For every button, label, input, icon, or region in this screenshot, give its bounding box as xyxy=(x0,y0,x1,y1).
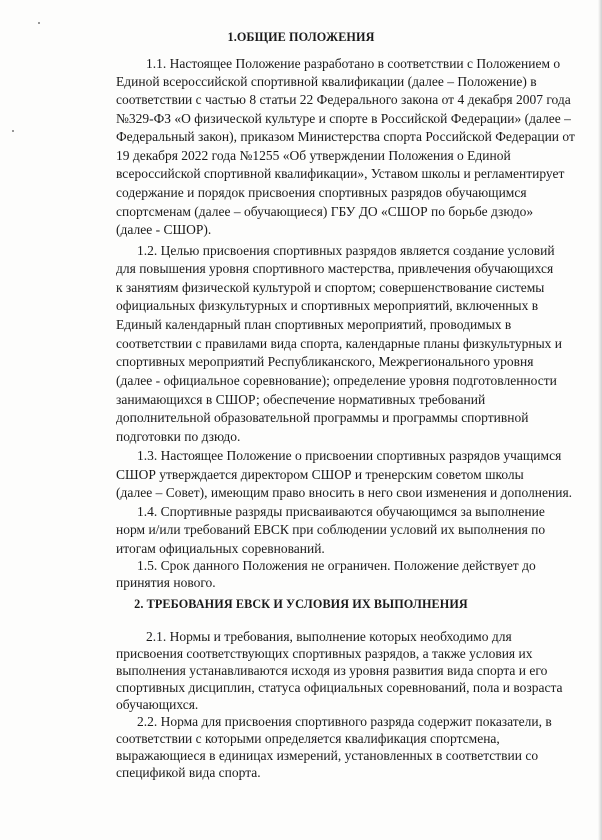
paragraph-line: Единый календарный план спортивных мероприятий, проводимых в xyxy=(116,317,512,332)
paragraph-line: Единой всероссийской спортивной квалификации (далее – Положение) в xyxy=(116,74,537,89)
paragraph-line: выражающиеся в единицах измерений, установленных в соответствии со xyxy=(116,748,539,763)
paragraph-line: СШОР утверждается директором СШОР и тренерским советом школы xyxy=(116,467,524,482)
paragraph-line: подготовки по дзюдо. xyxy=(116,429,241,444)
paragraph-line: спецификой вида спорта. xyxy=(116,765,261,780)
scan-speck xyxy=(12,130,14,132)
paragraph-line: содержание и порядок присвоения спортивных разрядов обучающимся xyxy=(116,185,527,200)
section-1-title: 1.ОБЩИЕ ПОЛОЖЕНИЯ xyxy=(227,30,375,44)
paragraph-line: спортсменам (далее – обучающиеся) ГБУ ДО «СШОР по борьбе дзюдо» xyxy=(116,204,534,219)
paragraph-line: спортивных дисциплин, статуса официальных соревнований, пола и возраста xyxy=(116,680,563,695)
paragraph-line: спортивных мероприятий Республиканского, Межрегионального уровня xyxy=(116,354,534,369)
paragraph-line: 1.2. Целью присвоения спортивных разрядов является создание условий xyxy=(137,243,555,258)
paragraph-line: Федеральный закон), приказом Министерства спорта Российской Федерации от xyxy=(116,129,575,144)
paragraph-line: №329-ФЗ «О физической культуре и спорте в Российской Федерации» (далее – xyxy=(116,111,571,126)
paragraph-line: соответствии с правилами вида спорта, календарные планы физкультурных и xyxy=(116,336,563,351)
scan-edge-shadow xyxy=(598,0,602,840)
paragraph-line: для повышения уровня спортивного мастерства, привлечения обучающихся xyxy=(116,261,554,276)
paragraph-line: (далее - официальное соревнование); определение уровня подготовленности xyxy=(116,373,557,388)
paragraph-line: официальных физкультурных и спортивных мероприятий, включенных в xyxy=(116,298,539,313)
paragraph-line: 1.1. Настоящее Положение разработано в соответствии с Положением о xyxy=(146,56,561,71)
paragraph-line: соответствии с которыми определяется квалификация спортсмена, xyxy=(116,731,500,746)
paragraph-line: норм и/или требований ЕВСК при соблюдении условий их выполнения по xyxy=(116,522,546,537)
paragraph-line: 2.2. Норма для присвоения спортивного разряда содержит показатели, в xyxy=(137,714,552,729)
paragraph-line: (далее – Совет), имеющим право вносить в него свои изменения и дополнения. xyxy=(116,485,573,500)
paragraph-line: 19 декабря 2022 года №1255 «Об утверждении Положения о Единой xyxy=(116,148,511,163)
paragraph-line: всероссийской спортивной квалификации», Уставом школы и регламентирует xyxy=(116,166,565,181)
paragraph-line: 2.1. Нормы и требования, выполнение которых необходимо для xyxy=(146,629,512,644)
paragraph-line: соответствии с частью 8 статьи 22 Федерального закона от 4 декабря 2007 года xyxy=(116,92,571,107)
paragraph-line: дополнительной образовательной программы и программы спортивной xyxy=(116,410,529,425)
paragraph-line: принятия нового. xyxy=(116,575,216,590)
section-2-title: 2. ТРЕБОВАНИЯ ЕВСК И УСЛОВИЯ ИХ ВЫПОЛНЕНИЯ xyxy=(134,597,468,611)
paragraph-line: обучающихся. xyxy=(116,697,199,712)
paragraph-line: 1.5. Срок данного Положения не ограничен. Положение действует до xyxy=(137,558,536,573)
paragraph-line: 1.4. Спортивные разряды присваиваются обучающимся за выполнение xyxy=(137,504,545,519)
scan-speck xyxy=(38,22,40,24)
paragraph-line: 1.3. Настоящее Положение о присвоении спортивных разрядов учащимся xyxy=(137,448,562,463)
paragraph-line: выполнения устанавливаются исходя из уровня развития вида спорта и его xyxy=(116,663,548,678)
paragraph-line: занимающихся в СШОР; обеспечение нормативных требований xyxy=(116,392,486,407)
paragraph-line: итогам официальных соревнований. xyxy=(116,541,325,556)
paragraph-line: (далее - СШОР). xyxy=(116,222,212,237)
paragraph-line: к занятиям физической культурой и спортом; совершенствование системы xyxy=(116,280,545,295)
paragraph-line: присвоения соответствующих спортивных разрядов, а также условия их xyxy=(116,646,533,661)
